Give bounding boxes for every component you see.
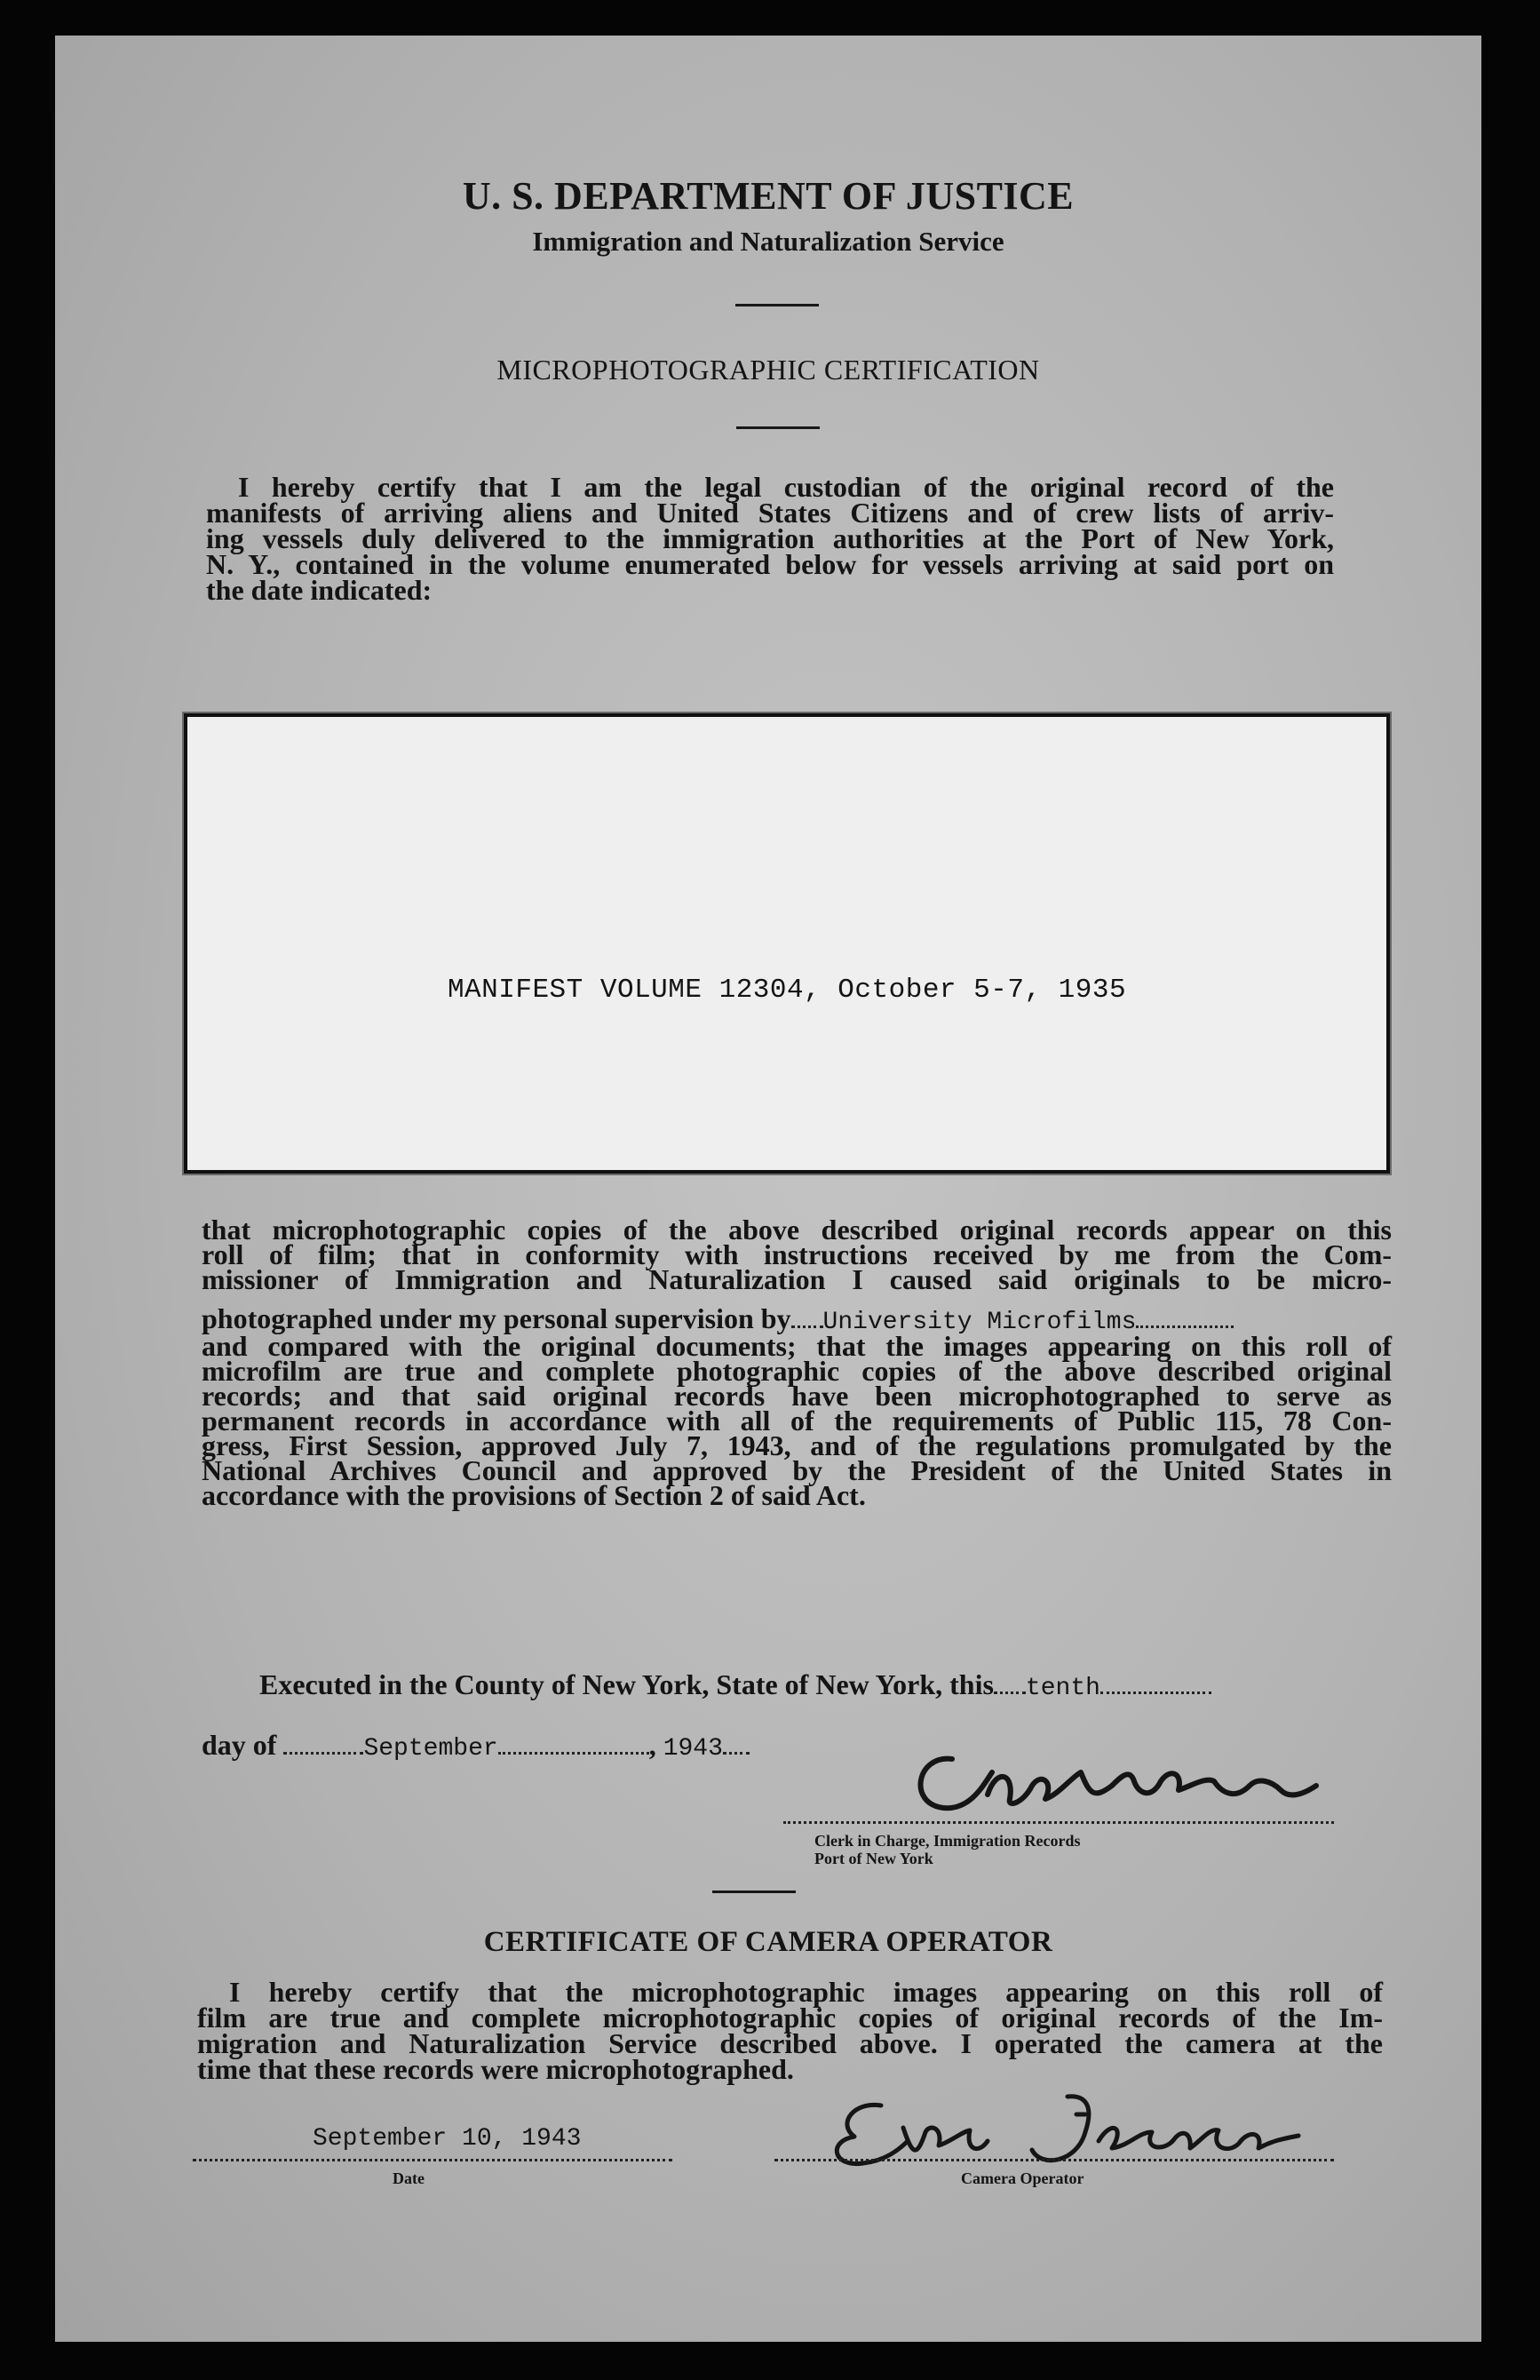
executed-prefix: Executed in the County of New York, State of New York, this xyxy=(259,1668,994,1700)
clerk-title: Clerk in Charge, Immigration Records xyxy=(814,1832,1081,1850)
document-page xyxy=(55,36,1481,2342)
intro-line: N. Y., contained in the volume enumerated below for vessels arriving at said port on xyxy=(206,548,1334,580)
intro-line: the date indicated: xyxy=(206,574,433,606)
divider xyxy=(712,1890,796,1893)
operator-signature-line xyxy=(774,2159,1334,2161)
operator-line: migration and Naturalization Service described above. I operated the camera at the xyxy=(197,2027,1383,2059)
certification-title: MICROPHOTOGRAPHIC CERTIFICATION xyxy=(496,354,1040,386)
executed-day: tenth xyxy=(1025,1675,1100,1702)
day-of-line: day of September , 1943 xyxy=(202,1732,877,1762)
dotted-leader xyxy=(1100,1691,1211,1694)
dotted-leader xyxy=(498,1752,649,1755)
operator-date-value: September 10, 1943 xyxy=(313,2125,582,2153)
body-line: microfilm are true and complete photographic copies of the above described original xyxy=(202,1355,1392,1387)
operator-label: Camera Operator xyxy=(961,2169,1084,2187)
body-line: roll of film; that in conformity with instructions received by me from the Com- xyxy=(202,1238,1392,1270)
clerk-port: Port of New York xyxy=(814,1850,933,1867)
dotted-leader xyxy=(1136,1325,1234,1328)
dotted-leader xyxy=(283,1752,363,1755)
certification-paragraph xyxy=(202,1214,1392,1295)
intro-line: ing vessels duly delivered to the immigration authorities at the Port of New York, xyxy=(206,522,1334,554)
operator-line: time that these records were microphotographed. xyxy=(197,2053,794,2085)
intro-line: manifests of arriving aliens and United States Citizens and of crew lists of arriv- xyxy=(206,497,1334,529)
camera-operator-paragraph xyxy=(197,1976,1383,2085)
body-line: permanent records in accordance with all of the requirements of Public 115, 78 Con- xyxy=(202,1405,1392,1437)
executed-year: 1943 xyxy=(663,1735,723,1763)
dotted-leader xyxy=(791,1325,823,1328)
body-line: that microphotographic copies of the above described original records appear on this xyxy=(202,1214,1392,1246)
day-of-label: day of xyxy=(202,1729,277,1761)
manifest-volume-text: MANIFEST VOLUME 12304, October 5-7, 1935 xyxy=(447,975,1127,1006)
divider xyxy=(736,426,820,429)
supervision-prefix: photographed under my personal supervision by xyxy=(202,1302,791,1334)
executed-month: September xyxy=(363,1735,498,1763)
dotted-leader xyxy=(994,1691,1026,1694)
service-subheading: Immigration and Naturalization Service xyxy=(532,226,1004,257)
operator-line: film are true and complete microphotographic copies of original records of the Im- xyxy=(197,2002,1383,2034)
clerk-caption xyxy=(814,1832,1187,1867)
body-line: National Archives Council and approved by the President of the United States in xyxy=(202,1454,1392,1486)
body-line: records; and that said original records have been microphotographed to serve as xyxy=(202,1380,1392,1412)
supervisor-name: University Microfilms xyxy=(822,1309,1137,1336)
body-line: accordance with the provisions of Section 2 of said Act. xyxy=(202,1479,866,1511)
intro-line: I hereby certify that I am the legal custodian of the original record of the xyxy=(238,471,1334,503)
clerk-signature xyxy=(899,1732,1325,1830)
department-heading: U. S. DEPARTMENT OF JUSTICE xyxy=(462,174,1075,218)
date-label: Date xyxy=(393,2169,425,2187)
body-line: and compared with the original documents; that the images appearing on this roll of xyxy=(202,1330,1392,1362)
operator-signature xyxy=(819,2079,1316,2177)
body-line: gress, First Session, approved July 7, 1943, and of the regulations promulgated by the xyxy=(202,1429,1392,1461)
intro-paragraph xyxy=(206,471,1334,606)
camera-operator-title: CERTIFICATE OF CAMERA OPERATOR xyxy=(483,1926,1053,1958)
operator-line: I hereby certify that the microphotographic images appearing on this roll of xyxy=(229,1976,1383,2008)
executed-line xyxy=(259,1668,1396,1702)
dotted-leader xyxy=(723,1752,750,1755)
certification-paragraph-cont xyxy=(202,1330,1392,1511)
divider xyxy=(735,304,819,306)
manifest-volume-slip xyxy=(184,713,1390,1174)
date-line xyxy=(193,2159,672,2161)
body-line: missioner of Immigration and Naturalization I caused said originals to be micro- xyxy=(202,1263,1392,1295)
clerk-signature-line xyxy=(783,1821,1334,1824)
